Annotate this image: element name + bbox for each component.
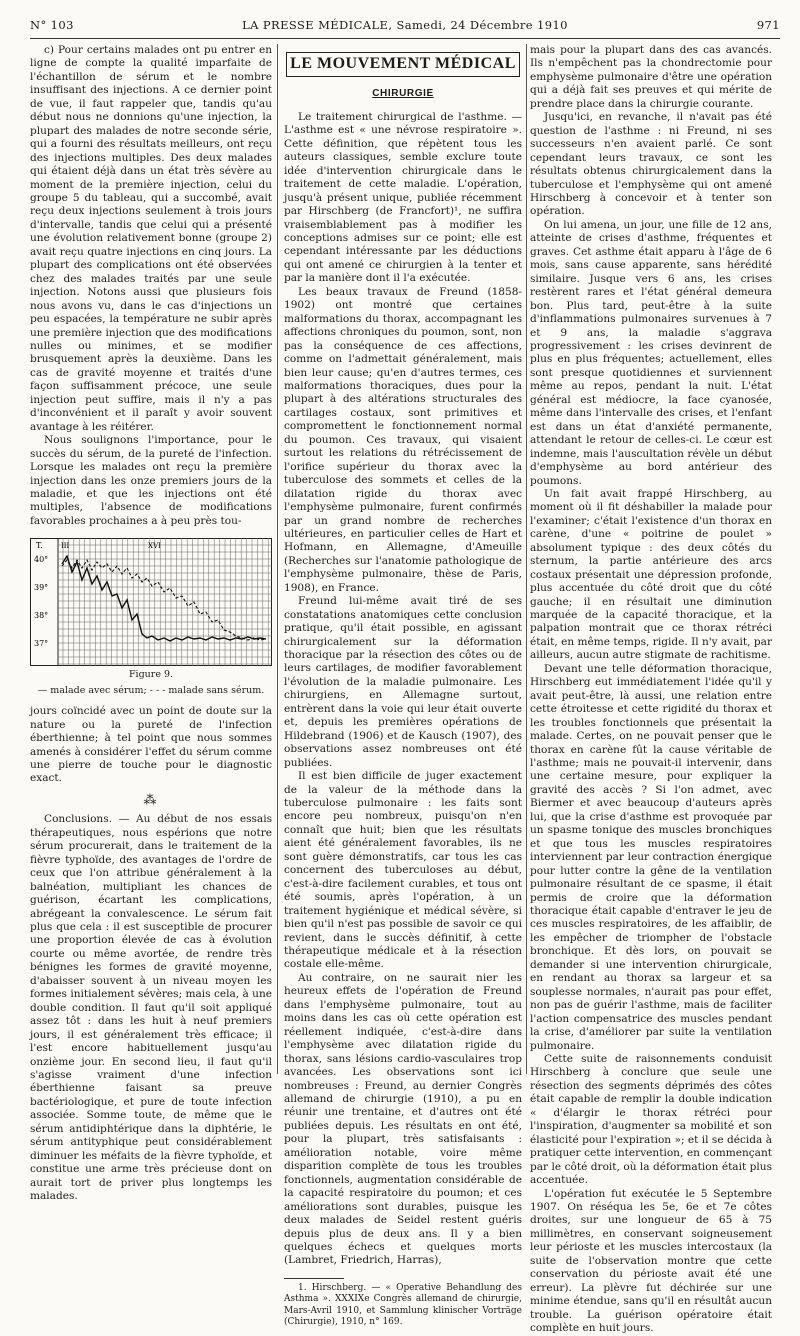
figure-9 — [30, 538, 272, 697]
column-divider — [277, 44, 278, 1074]
paragraph: Au contraire, on ne saurait nier les heureux effets de l'opération de Freund dans l'emphysème pulmonaire, tout au moins dans les cas où cette opération est réellement indiquée, c'est-à-dire dans l'emphysème avec dilatation rigide du thorax, sans lésions cardio-vasculaires trop avancées. Les observations sont ici nombreuses : Freund, au dernier Congrès allemand de chirurgie (1910), a pu en réunir une trentaine, et d'autres ont été publiées depuis. Les résultats en ont été, pour la plupart, très satisfaisants : amélioration notable, voire même disparition complète de tous les troubles fonctionnels, augmentation considérable de la capacité respiratoire du poumon; et ces améliorations sont durables, puisque les deux malades de Seidel restent guéris depuis plus de deux ans. Il y a bien quelques échecs et quelques morts (Lambret, Friedrich, Harras), — [284, 971, 522, 1267]
axis-label-38: 38° — [34, 611, 49, 621]
paragraph: Le traitement chirurgical de l'asthme. — L'asthme est « une névrose respiratoire ». Cette définition, que répètent tous les auteurs classiques, semble exclure toute idée d'intervention chirurgicale dans le traitement de cette maladie. L'opération, jusqu'à présent unique, publiée récemment par Hirschberg (de Francfort)¹, ne suffira vraisemblablement pas à modifier les conceptions admises sur ce point; elle est cependant intéressante par les déductions qui ont amené ce chirurgien à la tenter et par la manière dont il l'a exécutée. — [284, 110, 522, 285]
page-header — [30, 18, 780, 36]
issue-number: N° 103 — [30, 18, 74, 32]
column-right — [530, 44, 772, 1335]
paragraph: Nous soulignons l'importance, pour le succès du sérum, de la pureté de l'infection. Lorsque les malades ont reçu la première injection dans les onze premiers jours de la maladie, et que les injections ont été multiples, l'absence de modifications favorables prochaines a à peu près tou- — [30, 434, 272, 527]
roman-mark-xvi: XVI — [148, 542, 161, 551]
header-rule — [30, 38, 780, 39]
paragraph: Conclusions. — Au début de nos essais thérapeutiques, nous espérions que notre sérum procurerait, dans le traitement de la fièvre typhoïde, des avantages de l'ordre de ceux que l'on attribue généralement à la balnéation, multipliant les chances de guérison, écartant les complications, abrégeant la convalescence. Le sérum fait plus que cela : il est susceptible de procurer une proportion élevée de cas à évolution courte ou même avortée, de rendre très bénignes les formes de gravité moyenne, d'abaisser souvent à un niveau moyen les formes initialement sévères; mais cela, à une double condition. Il faut qu'il soit appliqué assez tôt : dans les huit à neuf premiers jours, il est généralement très efficace; il l'est encore habituellement jusqu'au onzième jour. En second lieu, il faut qu'il s'agisse vraiment d'une infection éberthienne faisant sa preuve bactériologique, et pure de toute infection associée. Somme toute, de même que le sérum antidiphtérique dans la diphtérie, le sérum antityphique peut considérablement diminuer les méfaits de la fièvre typhoïde, et constitue une arme très précieuse dont on aurait tort de priver plus longtemps les malades. — [30, 813, 272, 1203]
paragraph: Cette suite de raisonnements conduisit Hirschberg à conclure que seule une résection des segments déprimés des côtes était capable de remplir la double indication « d'élargir le thorax rétréci pour l'inspiration, d'augmenter sa mobilité et son élasticité pour l'expiration »; et il se décida à pratiquer cette intervention, en commençant par le côté droit, où la déformation était plus accentuée. — [530, 1052, 772, 1187]
section-separator: ⁂ — [143, 792, 159, 808]
paragraph: Un fait avait frappé Hirschberg, au moment où il fit déshabiller la malade pour l'examiner; c'était l'existence d'un thorax en carène, d'une « poitrine de poulet » absolument typique : des deux côtés du sternum, la partie antérieure des arcs costaux présentait une dépression profonde, plus accentuée du côté droit que du côté gauche; il en résultait une diminution marquée de la capacité thoracique, et la palpation montrait que ce thorax rétréci était, en même temps, rigide. Il n'y avait, par ailleurs, aucun autre stigmate de rachitisme. — [530, 487, 772, 662]
paragraph: Jusqu'ici, en revanche, il n'avait pas été question de l'asthme : ni Freund, ni ses successeurs n'en avaient parlé. Ce sont cependant leurs travaux, ce sont les résultats obtenus chirurgicalement dans la tuberculose et l'emphysème qui ont amené Hirschberg à concevoir et à tenter son opération. — [530, 111, 772, 218]
axis-label-t: T. — [36, 541, 43, 551]
paragraph: mais pour la plupart dans des cas avancés. Ils n'empêchent pas la chondrectomie pour emphysème pulmonaire d'être une opération qui a déjà fait ses preuves et qui mérite de prendre place dans la chirurgie courante. — [530, 44, 772, 110]
column-middle — [284, 44, 522, 1328]
paragraph: Devant une telle déformation thoracique, Hirschberg eut immédiatement l'idée qu'il y avait peut-être, là aussi, une relation entre cette étroitesse et cette rigidité du thorax et les troubles fonctionnels que présentait la malade. Certes, on ne pouvait penser que le thorax en carène fût la cause véritable de l'asthme; mais ne pouvait-il intervenir, dans une certaine mesure, pour expliquer la gravité des accès ? Si l'on admet, avec Biermer et avec beaucoup d'auteurs après lui, que la crise d'asthme est provoquée par un spasme tonique des muscles bronchiques et que tous les muscles respiratoires interviennent par leur contraction énergique pour lutter contre la gêne de la ventilation pulmonaire résultant de ce spasme, il était permis de croire que la déformation thoracique était capable d'entraver le jeu de ces muscles respiratoires, de les affaiblir, de les empêcher de triompher de l'obstacle bronchique. Et dès lors, on pouvait se demander si une intervention chirurgicale, en rendant au thorax sa largeur et sa souplesse normales, n'aurait pas pour effet, non pas de guérir l'asthme, mais de faciliter l'action compensatrice des muscles pendant la crise, d'améliorer par suite la ventilation pulmonaire. — [530, 662, 772, 1052]
page-number: 971 — [756, 18, 780, 32]
section-title: LE MOUVEMENT MÉDICAL — [286, 52, 520, 77]
roman-mark-iii: III — [61, 542, 70, 551]
paragraph: Freund lui-même avait tiré de ses constatations anatomiques cette conclusion pratique, qu'il était possible, en agissant chirurgicalement sur la déformation thoracique par la résection des côtes ou de leurs cartilages, de modifier favorablement l'évolution de la maladie pulmonaire. Les chirurgiens, en Allemagne surtout, entrèrent dans la voie qui leur était ouverte et, depuis les premières opérations de Hildebrand (1906) et de Kausch (1907), des observations assez nombreuses ont été publiées. — [284, 595, 522, 769]
footnote-rule — [284, 1278, 344, 1279]
paragraph: Il est bien difficile de juger exactement de la valeur de la méthode dans la tuberculose pulmonaire : les faits sont encore peu nombreux, puisqu'on n'en connaît que huit; bien que les résultats aient été généralement favorables, ils ne sont guère démonstratifs, car tous les cas concernent des tuberculoses au début, c'est-à-dire facilement curables, et tous ont été soumis, après l'opération, à un traitement hygiénique et médical sévère, si bien qu'il n'est pas possible de savoir ce qui revient, dans le succès définitif, à cette thérapeutique médicale et à la résection costale elle-même. — [284, 770, 522, 971]
axis-label-37: 37° — [34, 639, 49, 649]
figure-legend: — malade avec sérum; - - - malade sans sérum. — [37, 684, 265, 696]
paragraph: L'opération fut exécutée le 5 Septembre 1907. On réséqua les 5e, 6e et 7e côtes droites, sur une longueur de 65 à 75 millimètres, en conservant soigneusement leur périoste et les muscles intercostaux (la suite de l'observation montre que cette conservation du périoste avait été une erreur). La plèvre fut déchirée sur une minime étendue, sans qu'il en résultât aucun trouble. La guérison opératoire était complète en huit jours. — [530, 1187, 772, 1335]
curve-with-serum — [62, 556, 266, 641]
curve-without-serum — [62, 560, 266, 640]
axis-label-39: 39° — [34, 583, 49, 593]
paragraph: jours coïncidé avec un point de doute sur la nature ou la pureté de l'infection éberthienne; à tel point que nous sommes amenés à considérer l'effet du sérum comme une pierre de touche pour le diagnostic exact. — [30, 705, 272, 785]
temperature-chart — [30, 538, 272, 666]
paragraph: On lui amena, un jour, une fille de 12 ans, atteinte de crises d'asthme, fréquentes et graves. Cet asthme était apparu à l'âge de 6 mois, sans cause apparente, sans hérédité similaire. Jusque vers 6 ans, les crises restèrent rares et l'état général demeura bon. Plus tard, peut-être à la suite d'inflammations pulmonaires survenues à 7 et 9 ans, la maladie s'aggrava progressivement : les crises devinrent de plus en plus fréquentes; actuellement, elles sont presque quotidiennes et surviennent même au repos, pendant la nuit. L'état général est médiocre, la face cyanosée, même dans l'intervalle des crises, et l'enfant est dans un état d'anxiété permanente, attendant le retour de celles-ci. Le cœur est indemne, mais l'auscultation révèle un début d'emphysème au bord antérieur des poumons. — [530, 218, 772, 487]
column-divider — [526, 44, 527, 1074]
journal-title: LA PRESSE MÉDICALE, Samedi, 24 Décembre 1910 — [242, 18, 568, 32]
paragraph: Les beaux travaux de Freund (1858-1902) ont montré que certaines malformations du thorax, accompagnant les affections chroniques du poumon, sont, non pas la conséquence de ces affections, comme on l'admettait généralement, mais bien leur cause; qu'en d'autres termes, ces malformations thoraciques, dues pour la plupart à des altérations structurales des cartilages costaux, sont primitives et compromettent le fonctionnement normal du poumon. Ces travaux, qui visaient surtout les relations du rétrécissement de l'orifice supérieur du thorax avec la tuberculose des sommets et celles de la dilatation rigide du thorax avec l'emphysème pulmonaire, furent confirmés par un grand nombre de recherches ultérieures, en particulier celles de Hart et Hofmann, en Allemagne, d'Ameuille (Recherches sur l'anatomie pathologique de l'emphysème pulmonaire, thèse de Paris, 1908), en France. — [284, 285, 522, 594]
paragraph: c) Pour certains malades ont pu entrer en ligne de compte la qualité imparfaite de l'échantillon de sérum et le nombre insuffisant des injections. A ce dernier point de vue, il faut rappeler que, tandis qu'au début nous ne donnions qu'une injection, la plupart des malades de notre seconde série, qui a fourni des résultats meilleurs, ont reçu des injections multiples. Des deux malades qui étaient déjà dans un état très sévère au moment de la première injection, celui du groupe 5 du tableau, qui a succombé, avait reçu deux injections seulement à trois jours d'intervalle, tandis que celui qui a présenté une évolution relativement bonne (groupe 2) avait reçu quatre injections en cinq jours. La plupart des complications ont été observées chez des malades traités par une seule injection. Notons aussi que plusieurs fois nous avons vu, dans le cas d'injections un peu espacées, la température ne subir après une première injection que des modifications nulles ou minimes, et se modifier brusquement après la deuxième. Dans les cas de gravité moyenne et traités d'une façon suffisamment précoce, une seule injection peut suffire, mais il n'y a pas d'inconvénient et il paraît y avoir souvent avantage à les réitérer. — [30, 44, 272, 433]
figure-caption: Figure 9. — [128, 669, 174, 681]
axis-label-40: 40° — [34, 555, 49, 565]
subsection-title: CHIRURGIE — [372, 88, 434, 100]
column-left — [30, 44, 272, 1203]
footnote: 1. Hirschberg. — « Operative Behandlung des Asthma ». XXXIXe Congrès allemand de chirurgie, Mars-Avril 1910, et Sammlung klinischer Vorträge (Chirurgie), 1910, n° 169. — [284, 1282, 522, 1328]
